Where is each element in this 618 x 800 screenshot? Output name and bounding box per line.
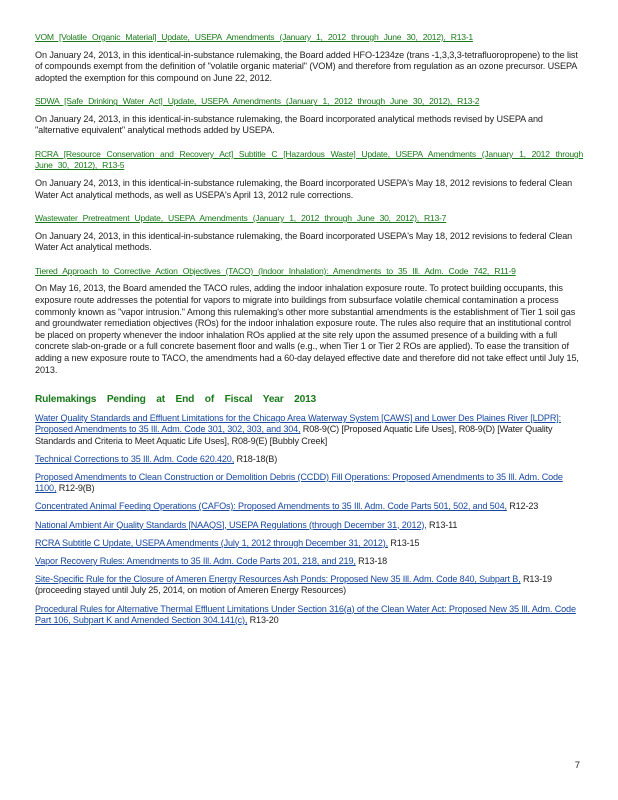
- rulemaking-heading[interactable]: Tiered Approach to Corrective Action Objectives (TACO) (Indoor Inhalation): Amendments to 35 Ill. Adm. Code 742, R11-9: [35, 265, 516, 276]
- pending-item: [35, 454, 583, 465]
- pending-item-link[interactable]: RCRA Subtitle C Update, USEPA Amendments (July 1, 2012 through December 31, 2012),: [35, 537, 388, 548]
- rulemaking-section-taco: [35, 266, 583, 376]
- pending-item-docket: R13-19 (proceeding stayed until July 25, 2014, on motion of Ameren Energy Resources): [35, 574, 552, 596]
- rulemaking-section-wastewater: [35, 213, 583, 254]
- pending-item-docket: R13-20: [247, 614, 279, 625]
- pending-item-link[interactable]: Proposed Amendments to Clean Construction or Demolition Debris (CCDD) Fill Operations: Proposed Amendments to 35 Ill. Adm. Code 1100,: [35, 471, 563, 494]
- pending-item-docket: R13-18: [355, 555, 388, 566]
- pending-item: [35, 520, 583, 531]
- pending-item-docket: R18-18(B): [234, 453, 278, 464]
- pending-item-link[interactable]: Technical Corrections to 35 Ill. Adm. Code 620.420,: [35, 453, 235, 464]
- pending-item-link[interactable]: Vapor Recovery Rules: Amendments to 35 Ill. Adm. Code Parts 201, 218, and 219,: [35, 555, 356, 566]
- pending-item-link[interactable]: Site-Specific Rule for the Closure of Ameren Energy Resources Ash Ponds: Proposed New 35 Ill. Adm. Code 840, Subpart B,: [35, 574, 521, 585]
- pending-item: [35, 413, 583, 447]
- pending-item: [35, 501, 583, 512]
- rulemaking-description: On May 16, 2013, the Board amended the TACO rules, adding the indoor inhalation exposure route. To protect building occupants, this exposure route addresses the potential for vapors to migrate into buildings from subsurface volatile chemical contamination a process commonly known as "vapor intrusion." Among this rulemaking's other more substantial amendments is the establishment of Tier 1 soil gas and groundwater remediation objectives (ROs) for the indoor inhalation exposure route. The rules also require that an institutional control be placed on property whenever the indoor inhalation ROs applied at the site rely upon the assumed presence of a building with a full concrete slab-on-grade or a full concrete basement floor and walls (e.g., when Tier 1 or Tier 2 ROs are applied). To ease the transition of adding a new exposure route to TACO, the amendments had a 60-day delayed effective date and therefore did not take effect until July 15, 2013.: [35, 283, 579, 375]
- rulemaking-description: On January 24, 2013, in this identical-in-substance rulemaking, the Board added HFO-1234ze (trans -1,3,3,3-tetrafluoropropene) to the list of compounds exempt from the definition of "volatile organic material" (VOM) and therefore from regulation as an ozone precursor. USEPA adopted the exemption for this compound on June 22, 2012.: [35, 49, 578, 83]
- rulemaking-heading[interactable]: RCRA [Resource Conservation and Recovery Act] Subtitle C [Hazardous Waste] Update, USEPA Amendments (January 1, 2012 through June 30, 2012), R13-5: [35, 148, 583, 171]
- pending-item-link[interactable]: Procedural Rules for Alternative Thermal Effluent Limitations Under Section 316(a) of the Clean Water Act: Proposed New 35 Ill. Adm. Code Part 106, Subpart K and Amended Section 304.141(c),: [35, 603, 576, 625]
- pending-rulemakings-title: Rulemakings Pending at End of Fiscal Year 2013: [35, 394, 317, 406]
- pending-item-docket: R13-11: [426, 519, 458, 530]
- pending-item: [35, 472, 583, 494]
- rulemaking-description: On January 24, 2013, in this identical-in-substance rulemaking, the Board incorporated analytical methods revised by USEPA and "alternative equivalent" analytical methods added by USEPA.: [35, 113, 543, 136]
- rulemaking-heading[interactable]: VOM [Volatile Organic Material] Update, USEPA Amendments (January 1, 2012 through June 30, 2012), R13-1: [35, 32, 473, 42]
- rulemaking-section-rcra: [35, 149, 583, 201]
- rulemaking-description: On January 24, 2013, in this identical-in-substance rulemaking, the Board incorporated USEPA's May 18, 2012 revisions to federal Clean Water Act analytical methods, as well as USEPA's April 13, 2012 rule corrections.: [35, 177, 573, 200]
- page-number: 7: [574, 760, 580, 771]
- pending-item-docket: R08-9(C) [Proposed Aquatic Life Uses], R08-9(D) [Water Quality Standards and Criteria to Meet Aquatic Life Uses], R08-9(E) [Bubbly Creek]: [35, 424, 553, 446]
- document-page: [35, 32, 583, 633]
- pending-item-docket: R12-9(B): [56, 483, 95, 494]
- pending-item: [35, 604, 583, 626]
- rulemaking-heading[interactable]: Wastewater Pretreatment Update, USEPA Amendments (January 1, 2012 through June 30, 2012), R13-7: [35, 213, 447, 224]
- pending-item-link[interactable]: Concentrated Animal Feeding Operations (CAFOs): Proposed Amendments to 35 Ill. Adm. Code Parts 501, 502, and 504,: [35, 501, 507, 512]
- rulemaking-section-vom: [35, 32, 583, 84]
- pending-item-docket: R13-15: [388, 537, 420, 548]
- pending-item-docket: R12-23: [506, 501, 539, 512]
- pending-item: [35, 538, 583, 549]
- pending-item-link[interactable]: National Ambient Air Quality Standards [NAAQS], USEPA Regulations (through December 31, 2012),: [35, 519, 427, 530]
- pending-item-link[interactable]: Water Quality Standards and Effluent Limitations for the Chicago Area Waterway System [CAWS] and Lower Des Plaines River [LDPR]: Proposed Amendments to 35 Ill. Adm. Code 301, 302, 303, and 304,: [35, 413, 561, 435]
- pending-item: [35, 574, 583, 596]
- rulemaking-heading[interactable]: SDWA [Safe Drinking Water Act] Update, USEPA Amendments (January 1, 2012 through June 30, 2012), R13-2: [35, 96, 480, 107]
- rulemaking-description: On January 24, 2013, in this identical-in-substance rulemaking, the Board incorporated USEPA's May 18, 2012 revisions to federal Clean Water Act analytical methods.: [35, 230, 573, 253]
- pending-item: [35, 556, 583, 567]
- rulemaking-section-sdwa: [35, 96, 583, 137]
